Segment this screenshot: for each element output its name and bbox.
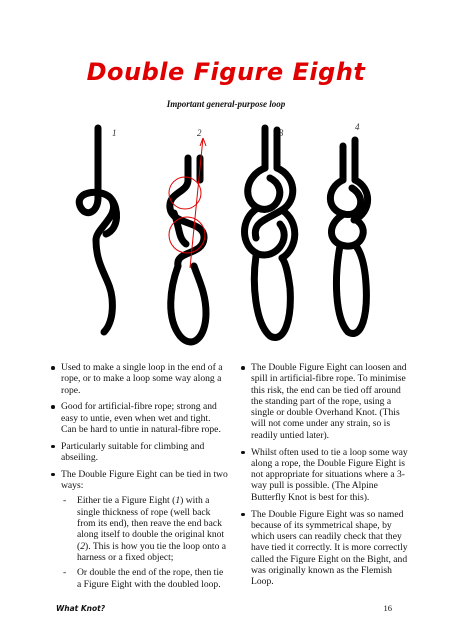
sublist-item: - Either tie a Figure Eight (1) with a single thickness of rope (well back from its end), then reave the end back along itself to double the original knot (2). This is how you tie the loop onto a harness or a fixed object; [61, 495, 228, 563]
step-number-2: 2 [197, 128, 202, 138]
step-number-4: 4 [355, 122, 360, 132]
footer-book-title: What Knot? [56, 604, 106, 613]
knot-step-2 [169, 138, 206, 342]
right-column [240, 362, 408, 593]
list-item [50, 469, 228, 590]
left-column [50, 362, 228, 595]
left-bullet-list [50, 362, 228, 590]
right-bullet-list [240, 362, 408, 588]
list-item: The Double Figure Eight was so named because of its symmetrical shape, by which users can readily check that they have tied it correctly. It is more correctly called the Figure Eight on the Bight, and was originally known as the Flemish Loop. [240, 509, 408, 588]
list-item: Good for artificial-fibre rope; strong and easy to untie, even when wet and tight. Can be hard to untie in natural-fibre rope. [50, 401, 228, 435]
method-sublist [61, 495, 228, 589]
knot-step-4 [330, 140, 367, 333]
step-reference: 2 [80, 540, 85, 552]
page-subtitle: Important general-purpose loop [166, 99, 286, 109]
page-title: Double Figure Eight [86, 58, 366, 86]
list-item: Particularly suitable for climbing and abseiling. [50, 441, 228, 464]
step-reference: 1 [175, 495, 181, 507]
knot-step-3 [245, 128, 295, 337]
page-number: 16 [383, 603, 392, 613]
list-item: Whilst often used to tie a loop some way along a rope, the Double Figure Eight is not appropriate for situations where a 3-way pull is possible. (The Alpine Butterfly Knot is best for this). [240, 447, 408, 503]
step-number-1: 1 [112, 128, 117, 138]
step-number-3: 3 [279, 128, 284, 138]
list-item: Used to make a single loop in the end of a rope, or to make a loop some way along a rope. [50, 362, 228, 396]
knot-illustration [0, 118, 452, 354]
sublist-item: - Or double the end of the rope, then tie a Figure Eight with the doubled loop. [61, 567, 228, 590]
knot-step-1 [79, 128, 116, 332]
list-item-text: The Double Figure Eight can be tied in two ways: [61, 468, 228, 492]
list-item: The Double Figure Eight can loosen and spill in artificial-fibre rope. To minimise this risk, the end can be tied off around the standing part of the rope, using a single or double Overhand Knot. (This will not come under any strain, so is readily untied later). [240, 362, 408, 441]
